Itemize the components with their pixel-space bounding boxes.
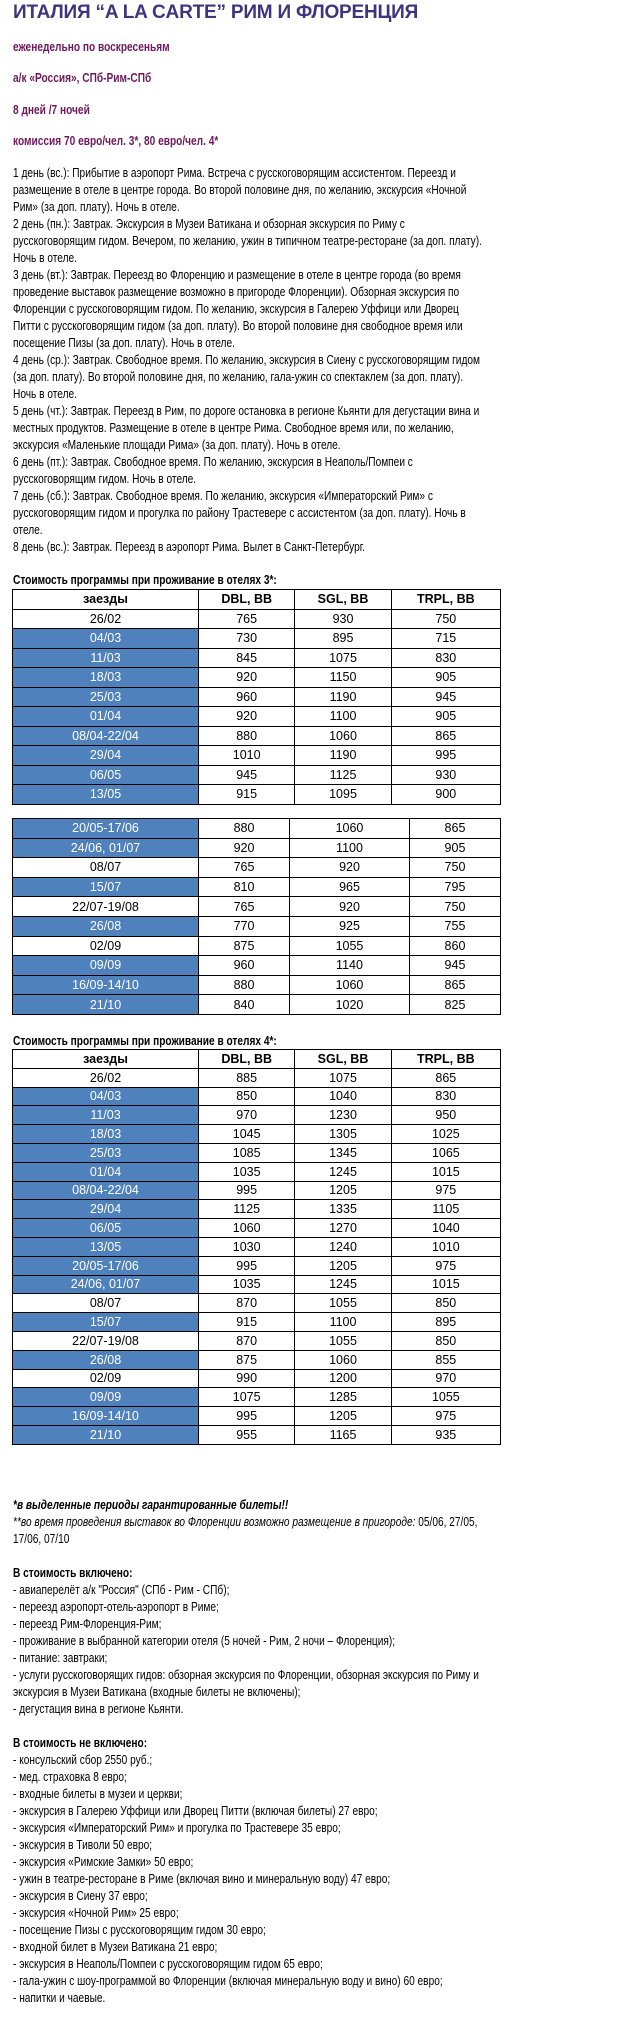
table-row xyxy=(13,1125,501,1144)
price-cell: 875 xyxy=(199,936,290,956)
price-cell: 1165 xyxy=(295,1425,391,1444)
commission-subtitle: комиссия 70 евро/чел. 3*, 80 евро/чел. 4* xyxy=(13,133,219,148)
price-table-3star xyxy=(12,589,501,805)
program-itinerary xyxy=(13,164,489,555)
arrival-date-cell: 08/07 xyxy=(13,1294,199,1313)
price-cell: 1105 xyxy=(391,1200,500,1219)
day-3: 3 день (вт.): Завтрак. Переезд во Флоренцию и размещение в отеле в центре города (во время проведение выставок размещение возможно в пригороде Флоренции). Обзорная экскурсия по Флоренции с русскоговорящим гидом. По желанию, экскурсия в Галерею Уффици или Дворец Питти с русскоговорящим гидом (за доп. плату). Во второй половине дня свободное время или посещение Пизы (за доп. плату). Ночь в отеле. xyxy=(13,267,463,350)
price-cell: 825 xyxy=(409,995,500,1015)
price-cell: 870 xyxy=(199,1331,295,1350)
price-cell: 975 xyxy=(391,1256,500,1275)
price-cell: 1100 xyxy=(295,1313,391,1332)
list-item: - экскурсия в Сиену 37 евро; xyxy=(13,1888,148,1903)
price-cell: 765 xyxy=(199,897,290,917)
price-cell: 925 xyxy=(290,916,410,936)
price-cell: 850 xyxy=(391,1331,500,1350)
list-item: - переезд аэропорт-отель-аэропорт в Риме; xyxy=(13,1599,219,1614)
price-cell: 765 xyxy=(199,609,295,629)
price-cell: 1030 xyxy=(199,1237,295,1256)
table-row xyxy=(13,975,501,995)
price-cell: 1305 xyxy=(295,1125,391,1144)
not-included-list xyxy=(13,1751,489,2006)
arrival-date-cell: 13/05 xyxy=(13,1237,199,1256)
price-cell: 960 xyxy=(199,687,295,707)
column-header: TRPL, BB xyxy=(391,1050,500,1069)
price-cell: 715 xyxy=(391,629,500,649)
price-cell: 750 xyxy=(409,858,500,878)
table-row xyxy=(13,936,501,956)
list-item: - авиаперелёт а/к "Россия" (СПб - Рим - СПб); xyxy=(13,1582,230,1597)
price-cell: 930 xyxy=(295,609,391,629)
column-header: SGL, BB xyxy=(295,1050,391,1069)
price-cell: 1200 xyxy=(295,1369,391,1388)
table-header-row xyxy=(13,1050,501,1069)
arrival-date-cell: 20/05-17/06 xyxy=(13,819,199,839)
day-2: 2 день (пн.): Завтрак. Экскурсия в Музеи Ватикана и обзорная экскурсия по Риму с русскоговорящим гидом. Вечером, по желанию, ужин в типичном театре-ресторане (за доп. плату). Ночь в отеле. xyxy=(13,216,482,265)
price-cell: 1140 xyxy=(290,956,410,976)
table-row xyxy=(13,1256,501,1275)
table-row xyxy=(13,897,501,917)
table-row xyxy=(13,1162,501,1181)
table-row xyxy=(13,1331,501,1350)
table-header-row xyxy=(13,590,501,610)
price-cell: 840 xyxy=(199,995,290,1015)
day-4: 4 день (ср.): Завтрак. Свободное время. По желанию, экскурсия в Сиену с русскоговорящим гидом (за доп. плату). Во второй половине дня, по желанию, гала-ужин со спектаклем (за доп. плату). Ночь в отеле. xyxy=(13,352,481,401)
price-cell: 755 xyxy=(409,916,500,936)
list-item: - ужин в театре-ресторане в Риме (включая вино и минеральную воду) 47 евро; xyxy=(13,1871,391,1886)
arrival-date-cell: 01/04 xyxy=(13,707,199,727)
price-cell: 1335 xyxy=(295,1200,391,1219)
arrival-date-cell: 26/08 xyxy=(13,1350,199,1369)
duration-subtitle: 8 дней /7 ночей xyxy=(13,102,90,117)
column-header: DBL, BB xyxy=(199,1050,295,1069)
price-cell: 1055 xyxy=(290,936,410,956)
table-row xyxy=(13,1143,501,1162)
table-row xyxy=(13,1350,501,1369)
not-included-heading: В стоимость не включено: xyxy=(13,1735,148,1750)
price-cell: 1190 xyxy=(295,687,391,707)
table-row xyxy=(13,819,501,839)
table-row xyxy=(13,1237,501,1256)
arrival-date-cell: 06/05 xyxy=(13,1219,199,1238)
arrival-date-cell: 08/04-22/04 xyxy=(13,1181,199,1200)
price-cell: 1060 xyxy=(290,819,410,839)
price-cell: 1205 xyxy=(295,1181,391,1200)
included-list xyxy=(13,1581,489,1717)
price-cell: 920 xyxy=(199,707,295,727)
price-cell: 810 xyxy=(199,877,290,897)
table-row xyxy=(13,1087,501,1106)
price-cell: 970 xyxy=(391,1369,500,1388)
price-cell: 1150 xyxy=(295,668,391,688)
price-cell: 865 xyxy=(409,975,500,995)
price-cell: 765 xyxy=(199,858,290,878)
price-cell: 905 xyxy=(409,838,500,858)
price-cell: 1100 xyxy=(295,707,391,727)
table-row xyxy=(13,1313,501,1332)
arrival-date-cell: 02/09 xyxy=(13,1369,199,1388)
table-row xyxy=(13,629,501,649)
price-cell: 1040 xyxy=(391,1219,500,1238)
price-cell: 1240 xyxy=(295,1237,391,1256)
price-cell: 750 xyxy=(409,897,500,917)
price-cell: 995 xyxy=(199,1256,295,1275)
table-row xyxy=(13,1219,501,1238)
price-cell: 1055 xyxy=(295,1331,391,1350)
list-item: - дегустация вина в регионе Кьянти. xyxy=(13,1701,184,1716)
price-cell: 945 xyxy=(391,687,500,707)
day-8: 8 день (вс.): Завтрак. Переезд в аэропорт Рима. Вылет в Санкт-Петербург. xyxy=(13,539,365,554)
arrival-date-cell: 18/03 xyxy=(13,668,199,688)
guaranteed-note: *в выделенные периоды гарантированные билеты!! xyxy=(13,1497,289,1512)
arrival-date-cell: 25/03 xyxy=(13,1143,199,1162)
price-cell: 945 xyxy=(199,765,295,785)
price-cell: 1035 xyxy=(199,1162,295,1181)
arrival-date-cell: 09/09 xyxy=(13,1388,199,1407)
exhibition-dates: 05/06, 27/05, 17/06, 07/10 xyxy=(13,1514,478,1546)
arrival-date-cell: 22/07-19/08 xyxy=(13,1331,199,1350)
table-row xyxy=(13,1106,501,1125)
arrival-date-cell: 08/04-22/04 xyxy=(13,726,199,746)
price-cell: 865 xyxy=(409,819,500,839)
arrival-date-cell: 21/10 xyxy=(13,995,199,1015)
list-item: - входные билеты в музеи и церкви; xyxy=(13,1786,183,1801)
list-item: - экскурсия «Императорский Рим» и прогулка по Трастевере 35 евро; xyxy=(13,1820,341,1835)
list-item: - гала-ужин с шоу-программой во Флоренции (включая минеральную воду и вино) 60 евро; xyxy=(13,1973,443,1988)
table-row xyxy=(13,916,501,936)
column-header: заезды xyxy=(13,590,199,610)
table-row xyxy=(13,877,501,897)
price-cell: 920 xyxy=(199,668,295,688)
table-row xyxy=(13,1200,501,1219)
day-5: 5 день (чт.): Завтрак. Переезд в Рим, по дороге остановка в регионе Кьянти для дегустации вина и местных продуктов. Размещение в отеле в центре Рима. Свободное время или, по желанию, экскурсия «Маленькие площади Рима» (за доп. плату). Ночь в отеле. xyxy=(13,403,480,452)
column-header: SGL, BB xyxy=(295,590,391,610)
price-cell: 1010 xyxy=(391,1237,500,1256)
price-cell: 1015 xyxy=(391,1162,500,1181)
table-row xyxy=(13,609,501,629)
arrival-date-cell: 26/02 xyxy=(13,1068,199,1087)
price-cell: 850 xyxy=(199,1087,295,1106)
price-cell: 1075 xyxy=(295,648,391,668)
price-cell: 1015 xyxy=(391,1275,500,1294)
table-row xyxy=(13,687,501,707)
arrival-date-cell: 06/05 xyxy=(13,765,199,785)
list-item: - экскурсия «Ночной Рим» 25 евро; xyxy=(13,1905,179,1920)
price-cell: 885 xyxy=(199,1068,295,1087)
list-item: - услуги русскоговорящих гидов: обзорная экскурсия по Флоренции, обзорная экскурсия по Риму и экскурсия в Музеи Ватикана (входные билеты не включены); xyxy=(13,1667,479,1699)
day-1: 1 день (вс.): Прибытие в аэропорт Рима. Встреча с русскоговорящим ассистентом. Переезд и размещение в отеле в центре города. Во второй половине дня, по желанию, экскурсия «Ночной Рим» (за доп. плату). Ночь в отеле. xyxy=(13,165,467,214)
arrival-date-cell: 26/02 xyxy=(13,609,199,629)
arrival-date-cell: 24/06, 01/07 xyxy=(13,1275,199,1294)
price-cell: 975 xyxy=(391,1407,500,1426)
price-cell: 1230 xyxy=(295,1106,391,1125)
table-row xyxy=(13,746,501,766)
price-cell: 1045 xyxy=(199,1125,295,1144)
price-cell: 1085 xyxy=(199,1143,295,1162)
exhibition-note-text: **во время проведения выставок во Флоренции возможно размещение в пригороде: xyxy=(13,1514,416,1529)
table-row xyxy=(13,1068,501,1087)
arrival-date-cell: 26/08 xyxy=(13,916,199,936)
arrival-date-cell: 16/09-14/10 xyxy=(13,975,199,995)
price-cell: 860 xyxy=(409,936,500,956)
included-section xyxy=(13,1564,489,1717)
column-header: DBL, BB xyxy=(199,590,295,610)
price-cell: 730 xyxy=(199,629,295,649)
arrival-date-cell: 22/07-19/08 xyxy=(13,897,199,917)
table-3star-heading: Стоимость программы при проживание в отелях 3*: xyxy=(13,572,277,587)
price-cell: 915 xyxy=(199,785,295,805)
price-cell: 1245 xyxy=(295,1275,391,1294)
column-header: TRPL, BB xyxy=(391,590,500,610)
exhibition-note xyxy=(13,1513,489,1547)
price-cell: 930 xyxy=(391,765,500,785)
arrival-date-cell: 04/03 xyxy=(13,1087,199,1106)
arrival-date-cell: 24/06, 01/07 xyxy=(13,838,199,858)
price-cell: 1060 xyxy=(295,1350,391,1369)
price-cell: 795 xyxy=(409,877,500,897)
price-cell: 1205 xyxy=(295,1256,391,1275)
price-cell: 830 xyxy=(391,1087,500,1106)
price-cell: 1125 xyxy=(199,1200,295,1219)
price-cell: 965 xyxy=(290,877,410,897)
arrival-date-cell: 13/05 xyxy=(13,785,199,805)
price-cell: 1095 xyxy=(295,785,391,805)
price-cell: 905 xyxy=(391,668,500,688)
price-cell: 1025 xyxy=(391,1125,500,1144)
price-cell: 975 xyxy=(391,1181,500,1200)
arrival-date-cell: 21/10 xyxy=(13,1425,199,1444)
price-cell: 870 xyxy=(199,1294,295,1313)
table-row xyxy=(13,995,501,1015)
price-cell: 865 xyxy=(391,726,500,746)
price-cell: 920 xyxy=(199,838,290,858)
table-row xyxy=(13,1407,501,1426)
table-row xyxy=(13,765,501,785)
price-cell: 970 xyxy=(199,1106,295,1125)
list-item: - напитки и чаевые. xyxy=(13,1990,106,2005)
price-cell: 915 xyxy=(199,1313,295,1332)
price-cell: 905 xyxy=(391,707,500,727)
price-cell: 1205 xyxy=(295,1407,391,1426)
list-item: - мед. страховка 8 евро; xyxy=(13,1769,127,1784)
price-cell: 895 xyxy=(391,1313,500,1332)
price-cell: 945 xyxy=(409,956,500,976)
price-cell: 1075 xyxy=(199,1388,295,1407)
price-cell: 1270 xyxy=(295,1219,391,1238)
arrival-date-cell: 15/07 xyxy=(13,877,199,897)
price-cell: 850 xyxy=(391,1294,500,1313)
price-cell: 1040 xyxy=(295,1087,391,1106)
arrival-date-cell: 11/03 xyxy=(13,1106,199,1125)
arrival-date-cell: 08/07 xyxy=(13,858,199,878)
price-cell: 1010 xyxy=(199,746,295,766)
table-row xyxy=(13,1425,501,1444)
list-item: - экскурсия в Неаполь/Помпеи с русскоговорящим гидом 65 евро; xyxy=(13,1956,323,1971)
list-item: - экскурсия «Римские Замки» 50 евро; xyxy=(13,1854,194,1869)
arrival-date-cell: 04/03 xyxy=(13,629,199,649)
price-table-4star xyxy=(12,1049,501,1445)
price-cell: 830 xyxy=(391,648,500,668)
price-cell: 770 xyxy=(199,916,290,936)
price-table-3star-summer xyxy=(12,818,501,1015)
list-item: - экскурсия в Тиволи 50 евро; xyxy=(13,1837,153,1852)
price-cell: 920 xyxy=(290,897,410,917)
not-included-section xyxy=(13,1734,489,2006)
price-cell: 995 xyxy=(391,746,500,766)
arrival-date-cell: 09/09 xyxy=(13,956,199,976)
table-row xyxy=(13,1275,501,1294)
table-row xyxy=(13,1294,501,1313)
price-cell: 865 xyxy=(391,1068,500,1087)
arrival-date-cell: 16/09-14/10 xyxy=(13,1407,199,1426)
price-cell: 1035 xyxy=(199,1275,295,1294)
table-row xyxy=(13,1388,501,1407)
column-header: заезды xyxy=(13,1050,199,1069)
included-heading: В стоимость включено: xyxy=(13,1565,133,1580)
price-cell: 950 xyxy=(391,1106,500,1125)
list-item: - питание: завтраки; xyxy=(13,1650,108,1665)
price-cell: 880 xyxy=(199,726,295,746)
price-cell: 995 xyxy=(199,1407,295,1426)
price-cell: 1020 xyxy=(290,995,410,1015)
price-cell: 1055 xyxy=(295,1294,391,1313)
price-cell: 1075 xyxy=(295,1068,391,1087)
price-cell: 1285 xyxy=(295,1388,391,1407)
price-cell: 1060 xyxy=(199,1219,295,1238)
price-cell: 900 xyxy=(391,785,500,805)
price-cell: 995 xyxy=(199,1181,295,1200)
price-cell: 880 xyxy=(199,975,290,995)
table-row xyxy=(13,1181,501,1200)
page-title: ИТАЛИЯ “A LA CARTE” РИМ И ФЛОРЕНЦИЯ xyxy=(13,2,419,23)
price-cell: 875 xyxy=(199,1350,295,1369)
price-cell: 1060 xyxy=(290,975,410,995)
list-item: - переезд Рим-Флоренция-Рим; xyxy=(13,1616,162,1631)
table-row xyxy=(13,956,501,976)
arrival-date-cell: 01/04 xyxy=(13,1162,199,1181)
table-row xyxy=(13,858,501,878)
list-item: - экскурсия в Галерею Уффици или Дворец Питти (включая билеты) 27 евро; xyxy=(13,1803,378,1818)
list-item: - консульский сбор 2550 руб.; xyxy=(13,1752,153,1767)
price-cell: 1065 xyxy=(391,1143,500,1162)
price-cell: 855 xyxy=(391,1350,500,1369)
arrival-date-cell: 20/05-17/06 xyxy=(13,1256,199,1275)
arrival-date-cell: 15/07 xyxy=(13,1313,199,1332)
table-row xyxy=(13,648,501,668)
price-cell: 1100 xyxy=(290,838,410,858)
arrival-date-cell: 29/04 xyxy=(13,1200,199,1219)
price-cell: 1190 xyxy=(295,746,391,766)
arrival-date-cell: 02/09 xyxy=(13,936,199,956)
price-cell: 750 xyxy=(391,609,500,629)
list-item: - входной билет в Музеи Ватикана 21 евро; xyxy=(13,1939,218,1954)
table-row xyxy=(13,838,501,858)
price-cell: 960 xyxy=(199,956,290,976)
price-cell: 1245 xyxy=(295,1162,391,1181)
price-cell: 955 xyxy=(199,1425,295,1444)
price-cell: 990 xyxy=(199,1369,295,1388)
price-cell: 1060 xyxy=(295,726,391,746)
table-row xyxy=(13,707,501,727)
list-item: - проживание в выбранной категории отеля (5 ночей - Рим, 2 ночи – Флоренция); xyxy=(13,1633,396,1648)
table-row xyxy=(13,668,501,688)
arrival-date-cell: 25/03 xyxy=(13,687,199,707)
airline-subtitle: а/к «Россия», СПб-Рим-СПб xyxy=(13,70,152,85)
arrival-date-cell: 11/03 xyxy=(13,648,199,668)
table-row xyxy=(13,785,501,805)
table-row xyxy=(13,726,501,746)
day-6: 6 день (пт.): Завтрак. Свободное время. По желанию, экскурсия в Неаполь/Помпеи с русскоговорящим гидом. Ночь в отеле. xyxy=(13,454,413,486)
table-row xyxy=(13,1369,501,1388)
day-7: 7 день (сб.): Завтрак. Свободное время. По желанию, экскурсия «Императорский Рим» с русскоговорящим гидом и прогулка по району Трастевере с ассистентом (за доп. плату). Ночь в отеле. xyxy=(13,488,466,537)
price-cell: 920 xyxy=(290,858,410,878)
price-cell: 1125 xyxy=(295,765,391,785)
arrival-date-cell: 18/03 xyxy=(13,1125,199,1144)
list-item: - посещение Пизы с русскоговорящим гидом 30 евро; xyxy=(13,1922,266,1937)
schedule-subtitle: еженедельно по воскресеньям xyxy=(13,39,170,54)
table-4star-heading: Стоимость программы при проживание в отелях 4*: xyxy=(13,1033,277,1048)
price-cell: 1055 xyxy=(391,1388,500,1407)
price-cell: 935 xyxy=(391,1425,500,1444)
price-cell: 880 xyxy=(199,819,290,839)
price-cell: 845 xyxy=(199,648,295,668)
arrival-date-cell: 29/04 xyxy=(13,746,199,766)
price-cell: 895 xyxy=(295,629,391,649)
price-cell: 1345 xyxy=(295,1143,391,1162)
